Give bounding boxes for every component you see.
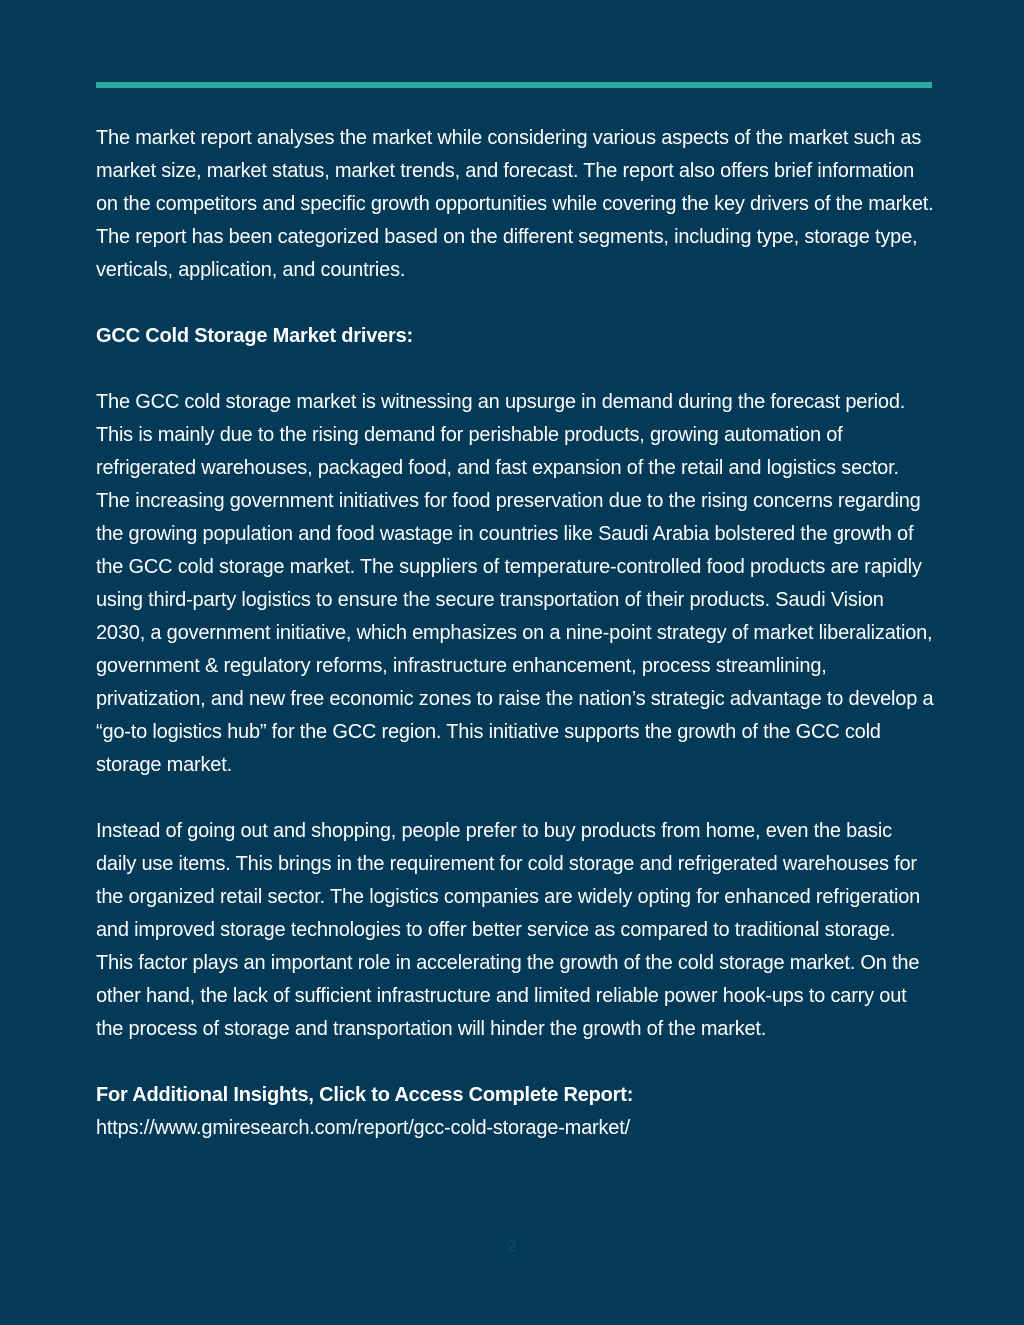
page-number: 2 <box>507 1238 517 1255</box>
spacer <box>96 287 936 320</box>
spacer <box>96 353 936 386</box>
spacer <box>96 1046 936 1079</box>
drivers-heading: GCC Cold Storage Market drivers: <box>96 325 414 347</box>
intro-paragraph: The market report analyses the market while considering various aspects of the market such as market size, market status, market trends, and forecast. The report also offers brief information on the competitors and specific growth opportunities while covering the key drivers of the market. The report has been categorized based on the different segments, including type, storage type, verticals, application, and countries. <box>96 127 934 281</box>
document-body <box>96 122 936 1145</box>
cta-heading: For Additional Insights, Click to Access Complete Report: <box>96 1084 634 1106</box>
top-accent-rule <box>96 82 932 88</box>
report-link[interactable]: https://www.gmiresearch.com/report/gcc-cold-storage-market/ <box>96 1117 630 1139</box>
drivers-paragraph-2: Instead of going out and shopping, people prefer to buy products from home, even the basic daily use items. This brings in the requirement for cold storage and refrigerated warehouses for the organized retail sector. The logistics companies are widely opting for enhanced refrigeration and improved storage technologies to offer better service as compared to traditional storage. This factor plays an important role in accelerating the growth of the cold storage market. On the other hand, the lack of sufficient infrastructure and limited reliable power hook-ups to carry out the process of storage and transportation will hinder the growth of the market. <box>96 820 921 1040</box>
drivers-paragraph-1: The GCC cold storage market is witnessing an upsurge in demand during the forecast period. This is mainly due to the rising demand for perishable products, growing automation of refrigerated warehouses, packaged food, and fast expansion of the retail and logistics sector. The increasing government initiatives for food preservation due to the rising concerns regarding the growing population and food wastage in countries like Saudi Arabia bolstered the growth of the GCC cold storage market. The suppliers of temperature-controlled food products are rapidly using third-party logistics to ensure the secure transportation of their products. Saudi Vision 2030, a government initiative, which emphasizes on a nine-point strategy of market liberalization, government & regulatory reforms, infrastructure enhancement, process streamlining, privatization, and new free economic zones to raise the nation’s strategic advantage to develop a “go-to logistics hub” for the GCC region. This initiative supports the growth of the GCC cold storage market. <box>96 391 934 776</box>
spacer <box>96 782 936 815</box>
